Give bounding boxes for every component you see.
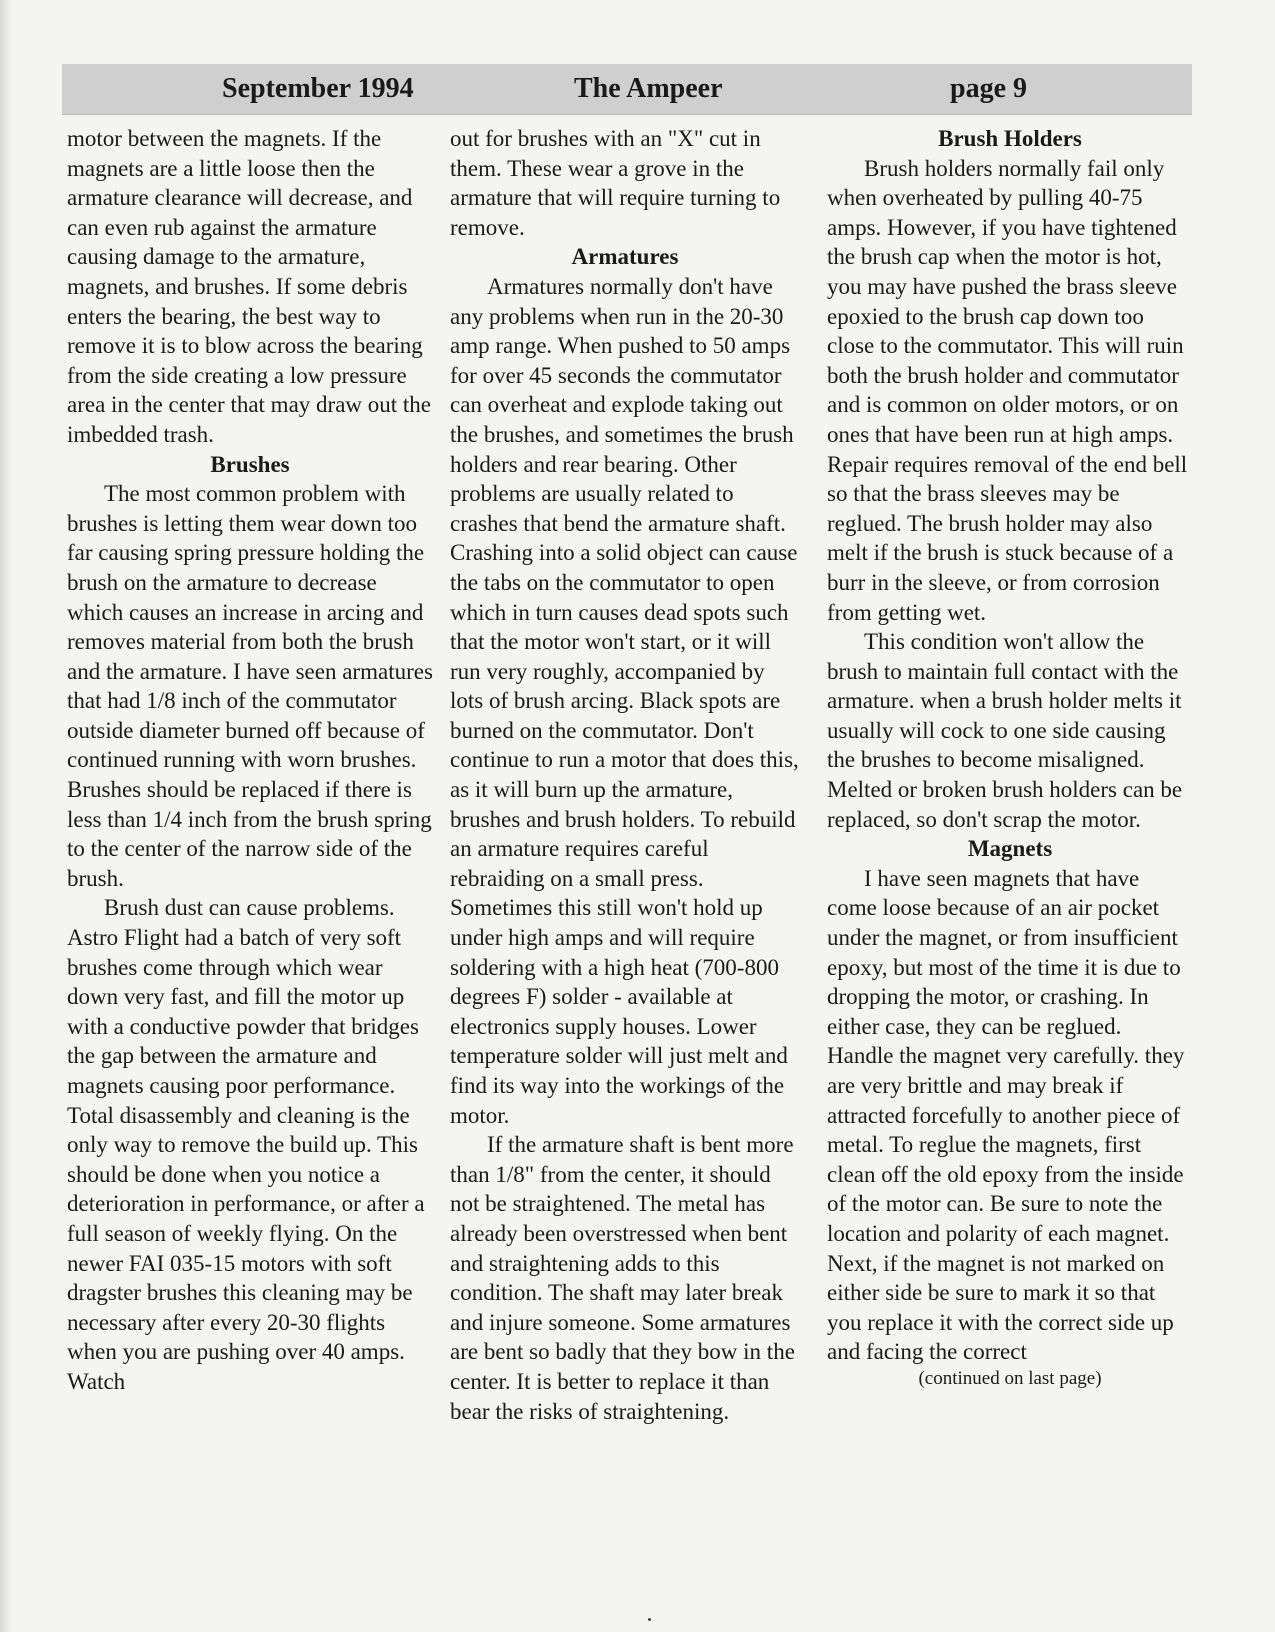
heading-brush-holders: Brush Holders	[938, 126, 1082, 151]
page-edge-shadow	[0, 0, 12, 1632]
paragraph-brush-holders-fail: Brush holders normally fail only when overheated by pulling 40-75 amps. However, if you have tightened the brush cap when the motor is hot, you may have pushed the brass sleeve epoxied to the brush cap down too close to the commutator. This will ruin both the brush holder and commutator and is common on older motors, or on ones that have been run at high amps. Repair requires removal of the end bell so that the brass sleeves may be reglued. The brush holder may also melt if the brush is stuck because of a burr in the sleeve, or from corrosion from getting wet.	[827, 155, 1188, 625]
header-page-number: page 9	[950, 73, 1027, 104]
paragraph-brush-contact: This condition won't allow the brush to maintain full contact with the armature. when a brush holder melts it usually will cock to one side causing the brushes to become misaligned. Melted or broken brush holders can be replaced, so don't scrap the motor.	[827, 629, 1183, 832]
paragraph-magnets-reglue: I have seen magnets that have come loose because of an air pocket under the magnet, or from insufficient epoxy, but most of the time it is due to dropping the motor, or crashing. In either case, they can be reglued. Handle the magnet very carefully. they are very brittle and may break if attracted forcefully to another piece of metal. To reglue the magnets, first clean off the old epoxy from the inside of the motor can. Be sure to note the location and polarity of each magnet. Next, if the magnet is not marked on either side be sure to mark it so that you replace it with the correct side up and facing the correct	[827, 865, 1185, 1365]
paragraph-magnets-clearance: motor between the magnets. If the magnets are a little loose then the armature clearance will decrease, and can even rub against the armature causing damage to the armature, magnets, and brushes. If some debris enters the bearing, the best way to remove it is to blow across the bearing from the side creating a low pressure area in the center that may draw out the imbedded trash.	[67, 126, 432, 447]
heading-brushes: Brushes	[210, 451, 290, 477]
paragraph-bent-shaft: If the armature shaft is bent more than 1/8" from the center, it should not be straightened. The metal has already been overstressed when bent and straightening adds to this condition. The shaft may later break and injure someone. Some armatures are bent so badly that they bow in the center. It is better to replace it than bear the risks of straightening.	[450, 1132, 795, 1424]
continued-note: (continued on last page)	[918, 1367, 1102, 1389]
column-1	[67, 124, 433, 1397]
header-date: September 1994	[222, 73, 414, 104]
paragraph-brush-dust: Brush dust can cause problems. Astro Flight had a batch of very soft brushes come through which wear down very fast, and fill the motor up with a conductive powder that bridges the gap between the armature and magnets causing poor performance. Total disassembly and cleaning is the only way to remove the build up. This should be done when you notice a deterioration in performance, or after a full season of weekly flying. On the newer FAI 035-15 motors with soft dragster brushes this cleaning may be necessary after every 20-30 flights when you are pushing over 40 amps. Watch	[67, 895, 425, 1394]
scan-speck	[648, 1618, 651, 1621]
paragraph-brushes-wear: The most common problem with brushes is letting them wear down too far causing spring pressure holding the brush on the armature to decrease which causes an increase in arcing and removes material from both the brush and the armature. I have seen armatures that had 1/8 inch of the commutator outside diameter burned off because of continued running with worn brushes. Brushes should be replaced if there is less than 1/4 inch from the brush spring to the center of the narrow side of the brush.	[67, 481, 433, 891]
column-3	[827, 124, 1193, 1390]
heading-armatures: Armatures	[571, 244, 679, 270]
header-title: The Ampeer	[574, 73, 723, 104]
column-2	[450, 124, 800, 1426]
paragraph-x-cut-brushes: out for brushes with an "X" cut in them. These wear a grove in the armature that will require turning to remove.	[450, 126, 781, 240]
page-header	[62, 64, 1192, 115]
heading-magnets: Magnets	[967, 836, 1053, 862]
paragraph-armatures-problems: Armatures normally don't have any problems when run in the 20-30 amp range. When pushed to 50 amps for over 45 seconds the commutator can overheat and explode taking out the brushes, and sometimes the brush holders and rear bearing. Other problems are usually related to crashes that bend the armature shaft. Crashing into a solid object can cause the tabs on the commutator to open which in turn causes dead spots such that the motor won't start, or it will run very roughly, accompanied by lots of brush arcing. Black spots are burned on the commutator. Don't continue to run a motor that does this, as it will burn up the armature, brushes and brush holders. To rebuild an armature requires careful rebraiding on a small press. Sometimes this still won't hold up under high amps and will require soldering with a high heat (700-800 degrees F) solder - available at electronics supply houses. Lower temperature solder will just melt and find its way into the workings of the motor.	[450, 273, 799, 1128]
